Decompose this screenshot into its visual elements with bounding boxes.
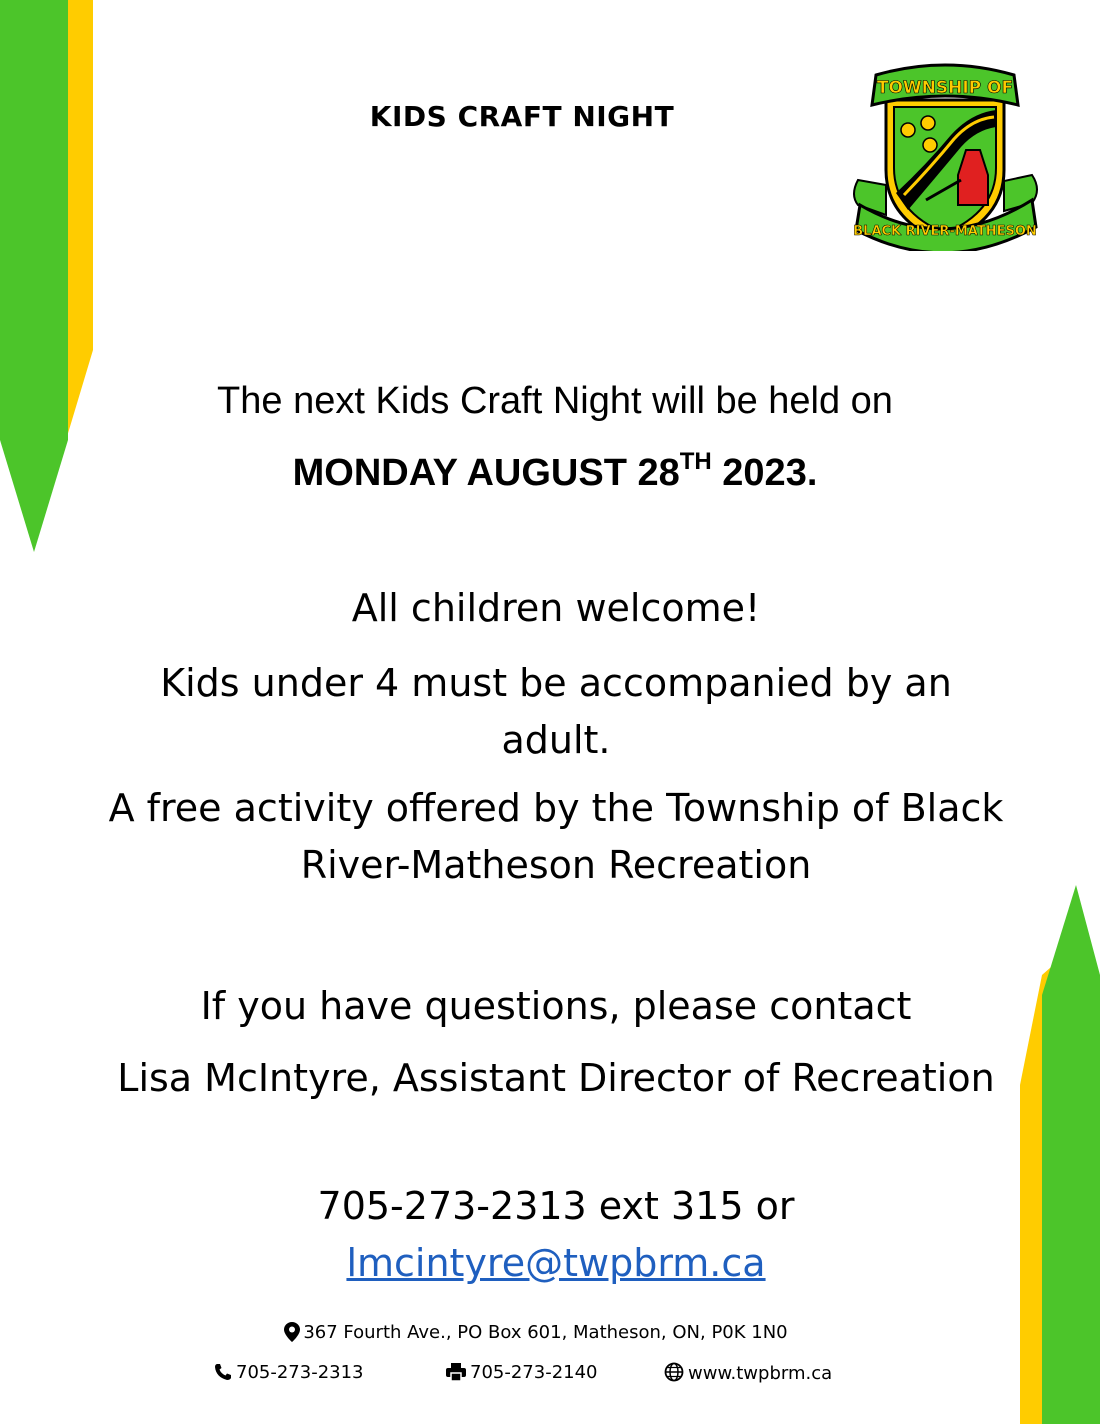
event-date	[0, 448, 1100, 495]
footer-phone	[214, 1362, 364, 1383]
phone-icon	[214, 1363, 232, 1381]
footer-phone-text: 705-273-2313	[236, 1362, 364, 1383]
globe-icon	[664, 1362, 684, 1382]
footer-address	[0, 1322, 1072, 1343]
footer-fax	[446, 1362, 598, 1383]
questions-text: If you have questions, please contact	[200, 984, 912, 1028]
logo-bottom-text: BLACK RIVER-MATHESON	[853, 224, 1037, 239]
footer-fax-text: 705-273-2140	[470, 1362, 598, 1383]
right-pencil-decoration	[1018, 885, 1100, 1424]
footer-address-text: 367 Fourth Ave., PO Box 601, Matheson, ON, P0K 1N0	[303, 1322, 788, 1343]
date-suffix: TH	[679, 448, 712, 475]
footer-website-text: www.twpbrm.ca	[688, 1363, 833, 1384]
free-activity-text: A free activity offered by the Township of Black River-Matheson Recreation	[108, 786, 1004, 887]
contact-email-link[interactable]: lmcintyre@twpbrm.ca	[346, 1241, 766, 1285]
welcome-text: All children welcome!	[351, 586, 761, 630]
township-logo	[846, 55, 1044, 251]
page-title: KIDS CRAFT NIGHT	[369, 100, 675, 133]
logo-top-text: TOWNSHIP OF	[876, 78, 1014, 98]
contact-person: Lisa McIntyre, Assistant Director of Recreation	[117, 1056, 995, 1100]
date-main: MONDAY AUGUST 28	[292, 452, 680, 494]
fax-icon	[446, 1363, 466, 1381]
age-requirement-text: Kids under 4 must be accompanied by an adult.	[160, 661, 952, 762]
intro-text: The next Kids Craft Night will be held on	[217, 380, 893, 422]
contact-phone: 705-273-2313 ext 315 or	[317, 1184, 795, 1228]
date-year: 2023.	[711, 452, 818, 494]
footer-website[interactable]	[664, 1362, 832, 1384]
location-pin-icon	[284, 1322, 300, 1342]
